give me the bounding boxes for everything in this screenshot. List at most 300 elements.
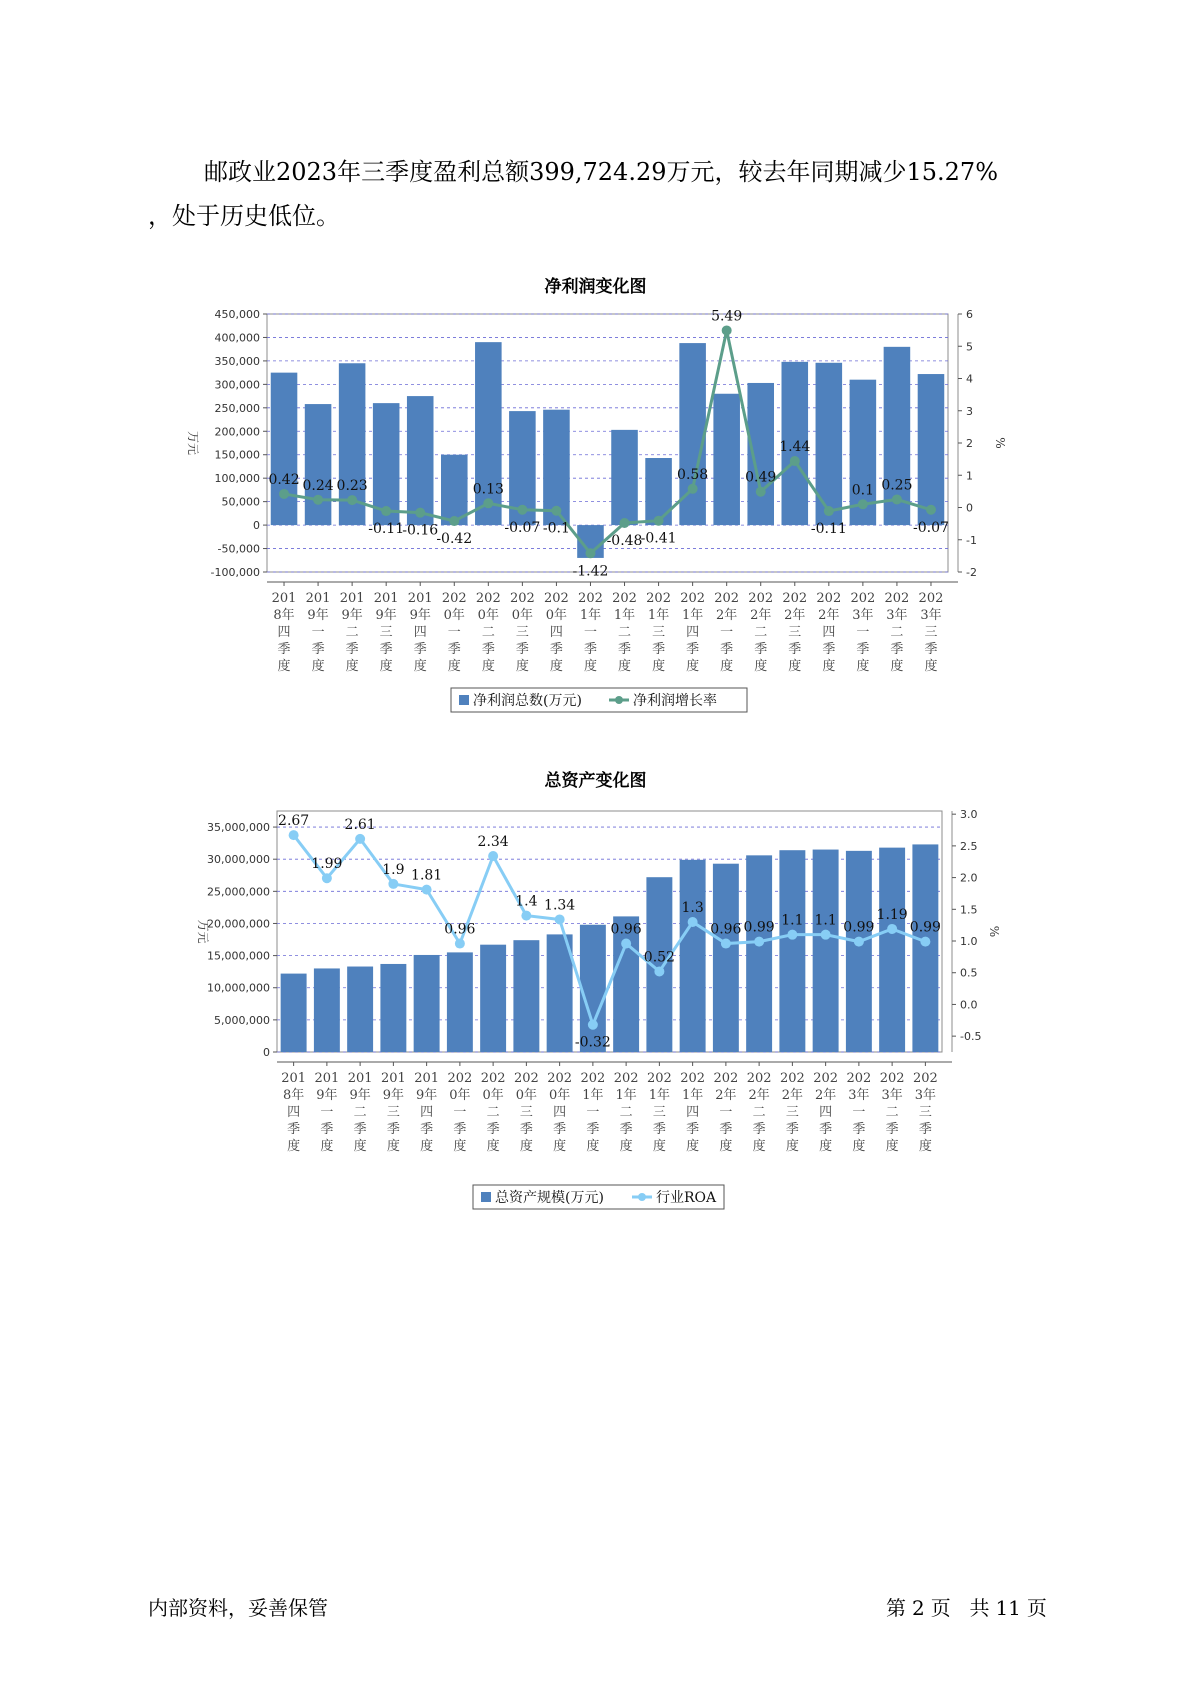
y-right-tick-label: -2: [966, 566, 977, 579]
x-tick-label: 季: [549, 642, 563, 657]
x-tick-label: 四: [686, 625, 700, 640]
x-tick-label: 0年: [515, 1088, 538, 1103]
line-point: [722, 325, 732, 335]
x-tick-label: 度: [386, 1139, 400, 1154]
x-tick-label: 1年: [582, 1088, 604, 1103]
x-tick-label: 度: [720, 659, 734, 674]
line-point: [279, 489, 289, 499]
y-right-tick-label: 1.0: [960, 935, 978, 949]
legend-line-marker: [638, 1193, 646, 1201]
x-tick-label: 度: [652, 659, 666, 674]
x-tick-label: 三: [785, 1105, 799, 1120]
x-tick-label: 四: [822, 625, 836, 640]
data-label: -0.11: [810, 521, 847, 538]
x-tick-label: 四: [686, 1105, 700, 1120]
bar: [879, 848, 905, 1052]
line-point: [388, 879, 398, 889]
x-tick-label: 9年: [382, 1088, 405, 1103]
x-tick-label: 季: [819, 1122, 833, 1137]
x-tick-label: 度: [885, 1139, 899, 1154]
x-tick-label: 202: [918, 591, 944, 606]
bar: [645, 458, 672, 525]
x-tick-label: 度: [311, 659, 325, 674]
data-label: 0.58: [677, 466, 709, 483]
bar: [580, 925, 606, 1052]
y-right-tick-label: 3: [966, 404, 973, 418]
x-tick-label: 四: [287, 1105, 301, 1120]
line-point: [654, 966, 664, 976]
x-tick-label: 季: [386, 1122, 400, 1137]
y-right-tick-label: 6: [966, 308, 973, 321]
x-tick-label: 0年: [548, 1088, 571, 1103]
line-point: [688, 484, 698, 494]
x-tick-label: 度: [413, 659, 427, 674]
data-label: 1.9: [382, 861, 405, 878]
line-point: [654, 516, 664, 526]
x-tick-label: 2年: [715, 1088, 737, 1103]
bar: [912, 844, 938, 1052]
page-prefix: 第: [886, 1596, 906, 1620]
x-tick-label: 1年: [647, 608, 670, 623]
data-label: 0.25: [881, 477, 913, 494]
x-tick-label: 季: [413, 642, 427, 657]
line-point: [347, 495, 357, 505]
line-point: [555, 914, 565, 924]
x-tick-label: 度: [379, 659, 393, 674]
x-tick-label: 202: [447, 1071, 473, 1086]
line-point: [787, 930, 797, 940]
y-left-tick-label: 400,000: [214, 331, 260, 345]
y-right-tick-label: 1: [966, 469, 973, 483]
line-point: [920, 937, 930, 947]
summary-paragraph: [148, 150, 1088, 238]
x-tick-label: 二: [619, 1105, 633, 1120]
x-tick-label: 度: [890, 659, 904, 674]
data-label: 0.1: [851, 482, 875, 499]
x-tick-label: 201: [305, 591, 331, 606]
y-left-tick-label: 5,000,000: [214, 1013, 270, 1027]
x-tick-label: 度: [447, 659, 461, 674]
x-tick-label: 201: [314, 1071, 340, 1086]
x-tick-label: 202: [816, 591, 842, 606]
footer-confidential-note: 内部资料，妥善保管: [148, 1596, 328, 1620]
y-right-tick-label: 2: [966, 437, 973, 450]
x-tick-label: 3年: [848, 1088, 870, 1103]
y-left-tick-label: 100,000: [214, 472, 260, 486]
bar: [746, 855, 772, 1052]
x-tick-label: 201: [271, 591, 297, 606]
x-tick-label: 四: [819, 1105, 833, 1120]
bar: [513, 940, 539, 1052]
x-tick-label: 度: [519, 1139, 533, 1154]
x-tick-label: 202: [748, 591, 774, 606]
bar: [380, 964, 406, 1052]
line-point: [483, 498, 493, 508]
x-tick-label: 1年: [579, 608, 602, 623]
x-tick-label: 202: [547, 1071, 573, 1086]
x-tick-label: 202: [509, 591, 535, 606]
y-right-tick-label: 2.0: [960, 871, 978, 885]
total-pages: 11: [995, 1596, 1021, 1620]
data-label: -0.1: [542, 520, 570, 537]
x-tick-label: 度: [353, 1139, 367, 1154]
line-point: [322, 873, 332, 883]
page-suffix: 页: [930, 1596, 951, 1620]
x-tick-label: 度: [924, 659, 938, 674]
legend-bar-label: 总资产规模(万元): [495, 1190, 604, 1206]
x-tick-label: 201: [339, 591, 365, 606]
y-left-tick-label: 25,000,000: [207, 885, 270, 899]
x-tick-label: 202: [646, 1071, 672, 1086]
x-tick-label: 度: [345, 659, 359, 674]
y-left-tick-label: 35,000,000: [207, 821, 270, 835]
line-point: [790, 456, 800, 466]
x-tick-label: 202: [475, 591, 501, 606]
data-label: -0.07: [913, 519, 949, 536]
bar: [314, 968, 340, 1052]
x-tick-label: 202: [580, 1071, 606, 1086]
chart-title-total-assets: 总资产变化图: [544, 771, 647, 791]
x-tick-label: 季: [515, 642, 529, 657]
bar: [779, 850, 805, 1052]
x-tick-label: 2年: [784, 608, 806, 623]
data-label: -0.32: [574, 1034, 611, 1051]
x-tick-label: 9年: [349, 1088, 371, 1103]
y-right-tick-label: 1.5: [960, 903, 978, 917]
x-tick-label: 202: [884, 591, 910, 606]
legend-bar-swatch: [481, 1192, 491, 1202]
line-point: [415, 508, 425, 518]
chart-title-net-profit: 净利润变化图: [544, 277, 647, 297]
x-tick-label: 度: [453, 1139, 467, 1154]
x-tick-label: 三: [652, 1105, 666, 1120]
x-tick-label: 1年: [613, 608, 636, 623]
line-point: [355, 834, 365, 844]
x-tick-label: 2年: [748, 1088, 770, 1103]
bar: [281, 974, 307, 1052]
x-tick-label: 度: [788, 659, 802, 674]
x-tick-label: 季: [287, 1122, 301, 1137]
data-label: 1.44: [779, 439, 811, 456]
x-tick-label: 2年: [781, 1088, 804, 1103]
y-left-tick-label: 20,000,000: [207, 917, 270, 931]
line-point: [854, 937, 864, 947]
bar: [813, 850, 839, 1052]
x-tick-label: 季: [481, 642, 495, 657]
x-tick-label: 2年: [818, 608, 840, 623]
data-label: 0.52: [643, 949, 675, 966]
y-left-tick-label: 30,000,000: [207, 853, 270, 867]
data-label: 2.61: [344, 816, 376, 833]
x-tick-label: 季: [652, 1122, 666, 1137]
line-point: [551, 506, 561, 516]
x-tick-label: 季: [447, 642, 461, 657]
x-tick-label: 1年: [648, 1088, 671, 1103]
y-right-tick-label: -1: [966, 533, 977, 547]
x-tick-label: 三: [379, 625, 393, 640]
data-label: -0.41: [640, 530, 677, 547]
data-label: 1.34: [544, 897, 576, 914]
x-tick-label: 9年: [409, 608, 431, 623]
footer-page-info: [886, 1592, 1053, 1621]
x-tick-label: 度: [619, 1139, 633, 1154]
x-tick-label: 201: [407, 591, 433, 606]
x-tick-label: 3年: [852, 608, 874, 623]
bar: [414, 955, 440, 1052]
x-tick-label: 3年: [920, 608, 942, 623]
x-tick-label: 0年: [449, 1088, 471, 1103]
x-tick-label: 202: [782, 591, 808, 606]
x-tick-label: 202: [646, 591, 671, 606]
x-tick-label: 二: [345, 625, 359, 640]
x-tick-label: 季: [852, 1122, 866, 1137]
bar: [611, 430, 638, 525]
net-profit-chart: [0, 290, 1191, 710]
x-tick-label: 季: [311, 642, 325, 657]
x-tick-label: 一: [320, 1105, 334, 1120]
x-tick-label: 度: [277, 659, 291, 674]
x-tick-label: 度: [754, 659, 768, 674]
bar: [305, 404, 332, 525]
x-tick-label: 季: [345, 642, 359, 657]
bar: [918, 374, 945, 525]
x-tick-label: 三: [515, 625, 529, 640]
bar: [407, 396, 434, 525]
x-tick-label: 0年: [545, 608, 568, 623]
x-tick-label: 8年: [282, 1088, 305, 1103]
x-tick-label: 三: [788, 625, 802, 640]
data-label: 0.96: [610, 921, 642, 938]
x-tick-label: 9年: [341, 608, 363, 623]
x-tick-label: 季: [519, 1122, 533, 1137]
x-tick-label: 度: [515, 659, 529, 674]
x-tick-label: 季: [822, 642, 836, 657]
x-tick-label: 201: [281, 1071, 307, 1086]
x-tick-label: 度: [553, 1139, 567, 1154]
data-label: 0.49: [745, 469, 777, 486]
y-left-tick-label: 150,000: [214, 448, 260, 462]
data-label: 1.1: [781, 912, 804, 929]
x-tick-label: 202: [714, 591, 740, 606]
x-tick-label: 202: [513, 1071, 539, 1086]
total-prefix: 共: [969, 1596, 990, 1620]
summary-line-2: ，处于历史低位。: [148, 202, 340, 230]
x-tick-label: 一: [719, 1105, 733, 1120]
bar: [846, 851, 872, 1052]
y-left-tick-label: -50,000: [217, 542, 260, 556]
x-tick-label: 季: [720, 642, 734, 657]
summary-line-1: 邮政业2023年三季度盈利总额399,724.29万元，较去年同期减少15.27%: [204, 158, 999, 186]
x-tick-label: 季: [754, 642, 768, 657]
x-tick-label: 201: [373, 591, 399, 606]
x-tick-label: 0年: [477, 608, 499, 623]
line-point: [381, 506, 391, 516]
line-point: [455, 939, 465, 949]
bar: [713, 394, 740, 525]
x-tick-label: 季: [788, 642, 802, 657]
line-point: [585, 548, 595, 558]
y-right-tick-label: 3.0: [960, 808, 978, 822]
bar: [447, 952, 473, 1052]
x-tick-label: 202: [879, 1071, 905, 1086]
bar: [472, 342, 504, 525]
x-tick-label: 四: [413, 625, 427, 640]
line-point: [289, 830, 299, 840]
data-label: 1.4: [515, 893, 538, 910]
data-label: 0.24: [302, 477, 334, 494]
x-tick-label: 度: [652, 1139, 666, 1154]
y-right-tick-label: 0: [966, 501, 973, 515]
line-point: [588, 1020, 598, 1030]
line-point: [887, 924, 897, 934]
x-tick-label: 季: [652, 642, 666, 657]
x-tick-label: 季: [856, 642, 870, 657]
x-tick-label: 2年: [716, 608, 738, 623]
line-point: [620, 518, 630, 528]
data-label: -0.42: [436, 531, 473, 548]
x-tick-label: 202: [680, 591, 706, 606]
x-tick-label: 一: [852, 1105, 866, 1120]
y-left-tick-label: 200,000: [214, 425, 260, 439]
x-tick-label: 三: [519, 1105, 533, 1120]
data-label: 1.1: [814, 912, 837, 929]
x-tick-label: 季: [924, 642, 938, 657]
x-tick-label: 度: [320, 1139, 334, 1154]
x-tick-label: 度: [287, 1139, 301, 1154]
x-tick-label: 0年: [482, 1088, 504, 1103]
data-label: 2.34: [477, 834, 509, 851]
x-tick-label: 四: [277, 625, 291, 640]
data-label: 0.42: [268, 471, 300, 488]
x-tick-label: 1年: [681, 608, 704, 623]
x-tick-label: 三: [918, 1105, 932, 1120]
y-left-tick-label: 450,000: [214, 308, 260, 321]
x-tick-label: 季: [686, 642, 700, 657]
x-tick-label: 度: [686, 1139, 700, 1154]
x-tick-label: 度: [852, 1139, 866, 1154]
legend-line-label: 净利润增长率: [633, 693, 717, 709]
y-left-tick-label: 0: [253, 519, 260, 533]
data-label: 1.81: [411, 867, 443, 884]
line-point: [926, 505, 936, 515]
bar: [680, 860, 706, 1052]
y-left-tick-label: 0: [263, 1046, 270, 1059]
y-left-tick-label: 250,000: [214, 401, 260, 415]
x-tick-label: 202: [846, 1071, 872, 1086]
line-point: [517, 505, 527, 515]
line-point: [754, 937, 764, 947]
x-tick-label: 季: [553, 1122, 567, 1137]
y-right-tick-label: 4: [966, 372, 973, 386]
x-tick-label: 季: [918, 1122, 932, 1137]
data-label: -0.48: [606, 532, 643, 549]
x-tick-label: 202: [680, 1071, 706, 1086]
bar: [271, 373, 298, 525]
x-tick-label: 度: [583, 659, 597, 674]
x-tick-label: 一: [453, 1105, 467, 1120]
x-tick-label: 202: [746, 1071, 772, 1086]
x-tick-label: 202: [912, 1071, 938, 1086]
x-tick-label: 0年: [511, 608, 534, 623]
x-tick-label: 201: [414, 1071, 440, 1086]
x-tick-label: 季: [353, 1122, 367, 1137]
x-tick-label: 3年: [914, 1088, 937, 1103]
x-tick-label: 一: [856, 625, 870, 640]
x-tick-label: 202: [779, 1071, 805, 1086]
data-label: -0.11: [368, 521, 405, 538]
x-tick-label: 季: [379, 642, 393, 657]
y-right-tick-label: 0.0: [960, 998, 978, 1012]
x-tick-label: 9年: [307, 608, 329, 623]
x-tick-label: 季: [752, 1122, 766, 1137]
x-tick-label: 9年: [375, 608, 397, 623]
bar: [480, 945, 506, 1052]
x-tick-label: 度: [486, 1139, 500, 1154]
x-tick-label: 202: [612, 591, 637, 606]
x-tick-label: 一: [447, 625, 461, 640]
y-right-axis-title: %: [987, 925, 1001, 938]
x-tick-label: 度: [819, 1139, 833, 1154]
x-tick-label: 202: [441, 591, 467, 606]
x-tick-label: 201: [380, 1071, 406, 1086]
legend-bar-label: 净利润总数(万元): [473, 693, 582, 709]
line-point: [721, 939, 731, 949]
line-point: [688, 917, 698, 927]
x-tick-label: 0年: [443, 608, 465, 623]
bar: [713, 864, 739, 1052]
x-tick-label: 季: [453, 1122, 467, 1137]
data-label: 0.96: [710, 921, 742, 938]
x-tick-label: 2年: [750, 608, 772, 623]
x-tick-label: 202: [613, 1071, 639, 1086]
x-tick-label: 一: [720, 625, 734, 640]
x-tick-label: 2年: [814, 1088, 837, 1103]
total-suffix: 页: [1026, 1596, 1047, 1620]
x-tick-label: 季: [486, 1122, 500, 1137]
line-point: [621, 939, 631, 949]
y-right-tick-label: 2.5: [960, 839, 978, 853]
x-tick-label: 度: [856, 659, 870, 674]
x-tick-label: 二: [481, 625, 495, 640]
x-tick-label: 四: [420, 1105, 434, 1120]
x-tick-label: 四: [549, 625, 563, 640]
x-tick-label: 201: [347, 1071, 373, 1086]
x-tick-label: 季: [719, 1122, 733, 1137]
x-tick-label: 二: [890, 625, 904, 640]
x-tick-label: 8年: [273, 608, 295, 623]
data-label: 0.99: [743, 919, 775, 936]
x-tick-label: 度: [918, 1139, 932, 1154]
x-tick-label: 一: [583, 625, 597, 640]
x-tick-label: 二: [618, 625, 632, 640]
line-point: [488, 851, 498, 861]
line-point: [449, 516, 459, 526]
x-tick-label: 季: [277, 642, 291, 657]
y-left-tick-label: -100,000: [210, 566, 260, 579]
y-right-tick-label: 5: [966, 340, 973, 354]
data-label: 0.13: [472, 481, 504, 498]
x-tick-label: 季: [320, 1122, 334, 1137]
x-tick-label: 度: [549, 659, 563, 674]
x-tick-label: 二: [752, 1105, 766, 1120]
x-tick-label: 三: [924, 625, 938, 640]
x-tick-label: 二: [486, 1105, 500, 1120]
y-right-axis-title: %: [993, 437, 1007, 449]
x-tick-label: 9年: [316, 1088, 338, 1103]
x-tick-label: 1年: [615, 1088, 637, 1103]
line-point: [422, 885, 432, 895]
y-right-tick-label: -0.5: [960, 1030, 982, 1044]
